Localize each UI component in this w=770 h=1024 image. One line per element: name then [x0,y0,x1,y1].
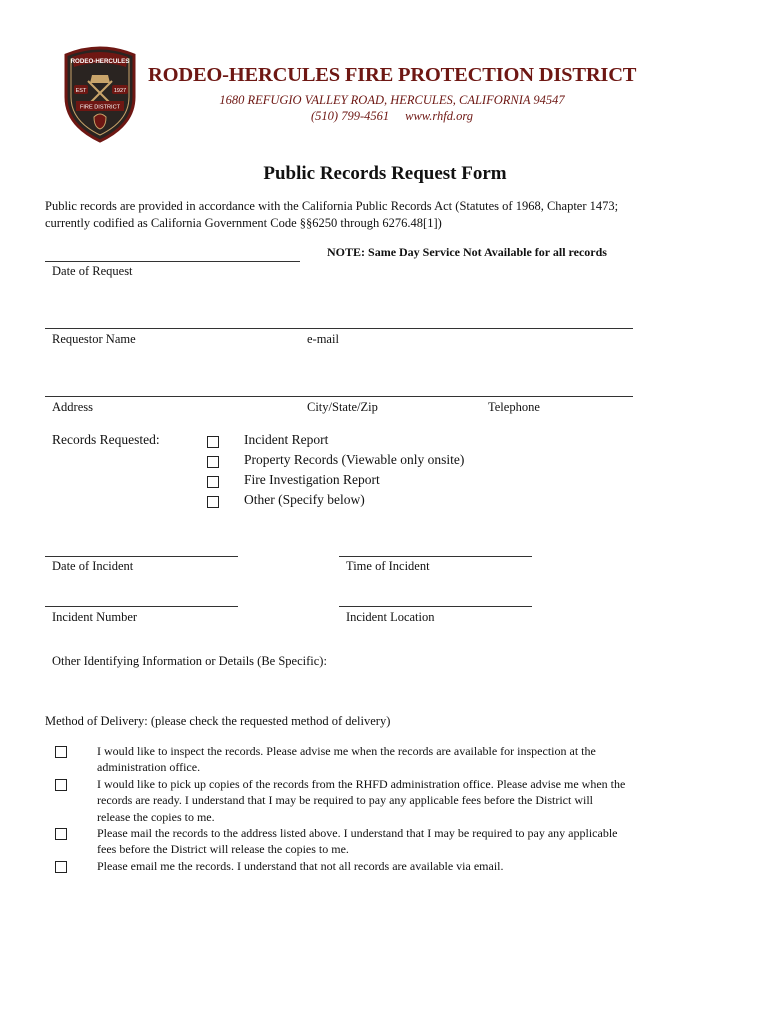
badge-est-text: EST [75,88,87,94]
fire-investigation-checkbox[interactable] [207,476,219,488]
org-address: 1680 REFUGIO VALLEY ROAD, HERCULES, CALIFORNIA 94547 [219,93,565,107]
incident-location-label: Incident Location [346,610,435,624]
delivery-mail-text: Please mail the records to the address listed above. I understand that I may be required to pay any applicable fees before the District will release the copies to me. [97,826,618,857]
delivery-pickup-checkbox[interactable] [55,779,67,791]
telephone-label: Telephone [488,400,540,414]
badge-top-text: RODEO-HERCULES [70,58,130,65]
delivery-inspect-checkbox[interactable] [55,746,67,758]
incident-location-line[interactable] [339,606,532,607]
address-line[interactable] [45,396,633,397]
district-badge-logo [62,45,138,143]
org-address-block [190,92,594,124]
incident-report-checkbox[interactable] [207,436,219,448]
date-of-incident-line[interactable] [45,556,238,557]
badge-year-text: 1927 [113,88,127,94]
org-phone: (510) 799-4561 [311,109,390,123]
property-records-label: Property Records (Viewable only onsite) [244,452,465,467]
form-title: Public Records Request Form [263,163,507,184]
time-of-incident-line[interactable] [339,556,532,557]
delivery-email-checkbox[interactable] [55,861,67,873]
org-name: RODEO-HERCULES FIRE PROTECTION DISTRICT [148,64,637,86]
requestor-name-label: Requestor Name [52,332,136,346]
incident-report-label: Incident Report [244,432,329,447]
delivery-pickup-text: I would like to pick up copies of the records from the RHFD administration office. Please advise me when the records are ready. I understand that I may be required to pay any applicable fees before the District will release the copies to me. [97,777,626,824]
delivery-email-text: Please email me the records. I understand that not all records are available via email. [97,859,504,873]
fire-investigation-label: Fire Investigation Report [244,472,380,487]
records-requested-label: Records Requested: [52,432,160,447]
org-contact [190,108,594,124]
date-of-request-label: Date of Request [52,264,133,278]
other-info-label: Other Identifying Information or Details (Be Specific): [52,654,327,668]
other-records-checkbox[interactable] [207,496,219,508]
delivery-inspect-text: I would like to inspect the records. Please advise me when the records are available for inspection at the administration office. [97,744,596,775]
intro-paragraph: Public records are provided in accordance with the California Public Records Act (Statutes of 1968, Chapter 1473; currently codified as California Government Code §§6250 through 6276.48[1]) [45,199,619,230]
time-of-incident-label: Time of Incident [346,559,430,573]
delivery-mail-checkbox[interactable] [55,828,67,840]
delivery-heading: Method of Delivery: (please check the requested method of delivery) [45,714,391,728]
org-website[interactable]: www.rhfd.org [405,109,473,123]
address-label: Address [52,400,93,414]
date-of-request-line[interactable] [45,261,300,262]
same-day-note: NOTE: Same Day Service Not Available for all records [327,245,607,259]
date-of-incident-label: Date of Incident [52,559,134,573]
requestor-email-line[interactable] [45,328,633,329]
badge-bottom-text: FIRE DISTRICT [79,104,121,111]
email-label: e-mail [307,332,339,346]
incident-number-line[interactable] [45,606,238,607]
other-records-label: Other (Specify below) [244,492,365,507]
incident-number-label: Incident Number [52,610,138,624]
city-state-zip-label: City/State/Zip [307,400,378,414]
property-records-checkbox[interactable] [207,456,219,468]
